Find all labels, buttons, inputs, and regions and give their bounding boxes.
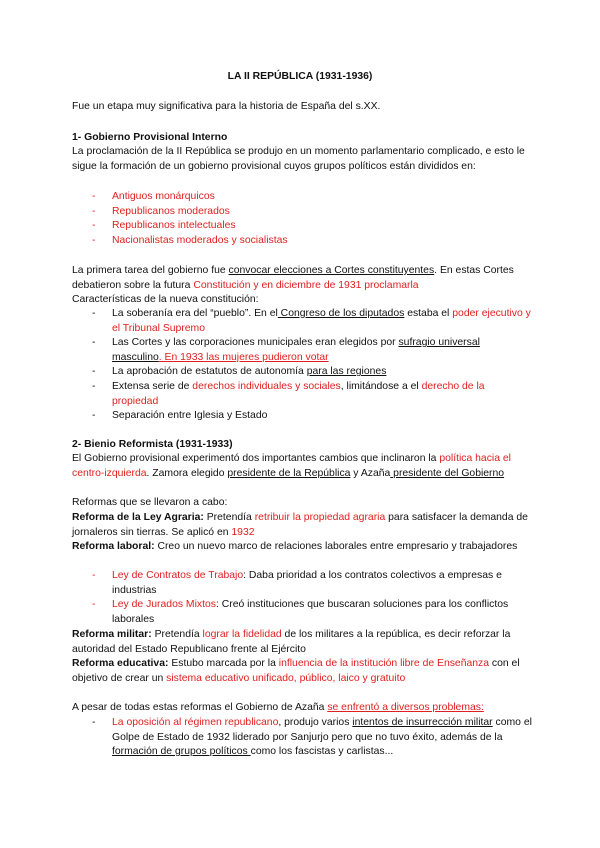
list-item: - Antiguos monárquicos xyxy=(92,191,215,202)
document-title: LA II REPÚBLICA (1931-1936) xyxy=(227,71,373,82)
problems-paragraph: A pesar de todas estas reformas el Gobierno de Azaña se enfrentó a diversos problemas: xyxy=(72,702,484,713)
list-item: - Ley de Jurados Mixtos: Creó instituciones que buscaran soluciones para los conflictos laborales xyxy=(92,599,509,625)
agrarian-reform: Reforma de la Ley Agraria: Pretendía retribuir la propiedad agraria para satisfacer la demanda de jornaleros sin tierras. Se aplicó en 1932 xyxy=(72,512,528,538)
reforms-intro: Reformas que se llevaron a cabo: xyxy=(72,497,228,508)
list-item: - Extensa serie de derechos individuales y sociales, limitándose a el derecho de la propiedad xyxy=(92,380,485,407)
labor-reform: Reforma laboral: Creo un nuevo marco de relaciones laborales entre empresario y trabajadores xyxy=(72,541,518,552)
list-item: - Ley de Contratos de Trabajo: Daba prioridad a los contratos colectivos a empresas e industrias xyxy=(92,570,502,596)
political-groups-list xyxy=(92,190,532,248)
list-item: - Republicanos intelectuales xyxy=(92,220,236,232)
list-item: - La soberanía era del “pueblo”. En el Congreso de los diputados estaba el poder ejecutivo y el Tribunal Supremo xyxy=(92,308,531,334)
education-reform: Reforma educativa: Estubo marcada por la influencia de la institución libre de Enseñanza con el objetivo de crear un sistema educativo unificado, público, laico y gratuito xyxy=(72,658,520,684)
military-reform: Reforma militar: Pretendía lograr la fidelidad de los militares a la república, es decir reforzar la autoridad del Estado Republicano frente al Ejército xyxy=(72,629,511,655)
section-1-heading: 1- Gobierno Provisional Interno xyxy=(72,132,228,143)
list-item: - La aprobación de estatutos de autonomía para las regiones xyxy=(92,366,387,378)
labor-laws-list xyxy=(92,569,532,627)
list-item: - Separación entre Iglesia y Estado xyxy=(92,410,268,422)
problems-list xyxy=(92,716,532,760)
list-item: - Nacionalistas moderados y socialistas xyxy=(92,234,288,246)
first-task-paragraph: La primera tarea del gobierno fue convocar elecciones a Cortes constituyentes. En estas Cortes debatieron sobre la futura Constitución y en diciembre de 1931 proclamarla xyxy=(72,265,514,291)
list-item: - Las Cortes y las corporaciones municipales eran elegidos por sufragio universal masculino. En 1933 las mujeres pudieron votar xyxy=(92,337,480,363)
section-2-heading: 2- Bienio Reformista (1931-1933) xyxy=(72,439,233,450)
section-2-paragraph: El Gobierno provisional experimentó dos importantes cambios que inclinaron la política hacia el centro-izquierda. Zamora elegido presidente de la República y Azaña presidente del Gobierno xyxy=(72,453,511,479)
section-1-paragraph: La proclamación de la II República se produjo en un momento parlamentario complicado, e esto le sigue la formación de un gobierno provisional cuyos grupos políticos están divididos en: xyxy=(72,146,525,172)
constitution-list xyxy=(92,307,532,424)
intro-paragraph: Fue un etapa muy significativa para la historia de España del s.XX. xyxy=(72,101,381,112)
list-item: - La oposición al régimen republicano, produjo varios intentos de insurrección militar como el Golpe de Estado de 1932 liderado por Sanjurjo pero que no tuvo éxito, además de la formación de grupos políticos como los fascistas y carlistas... xyxy=(92,717,532,758)
list-item: - Republicanos moderados xyxy=(92,205,230,217)
constitution-features-heading: Características de la nueva constitución: xyxy=(72,294,259,305)
